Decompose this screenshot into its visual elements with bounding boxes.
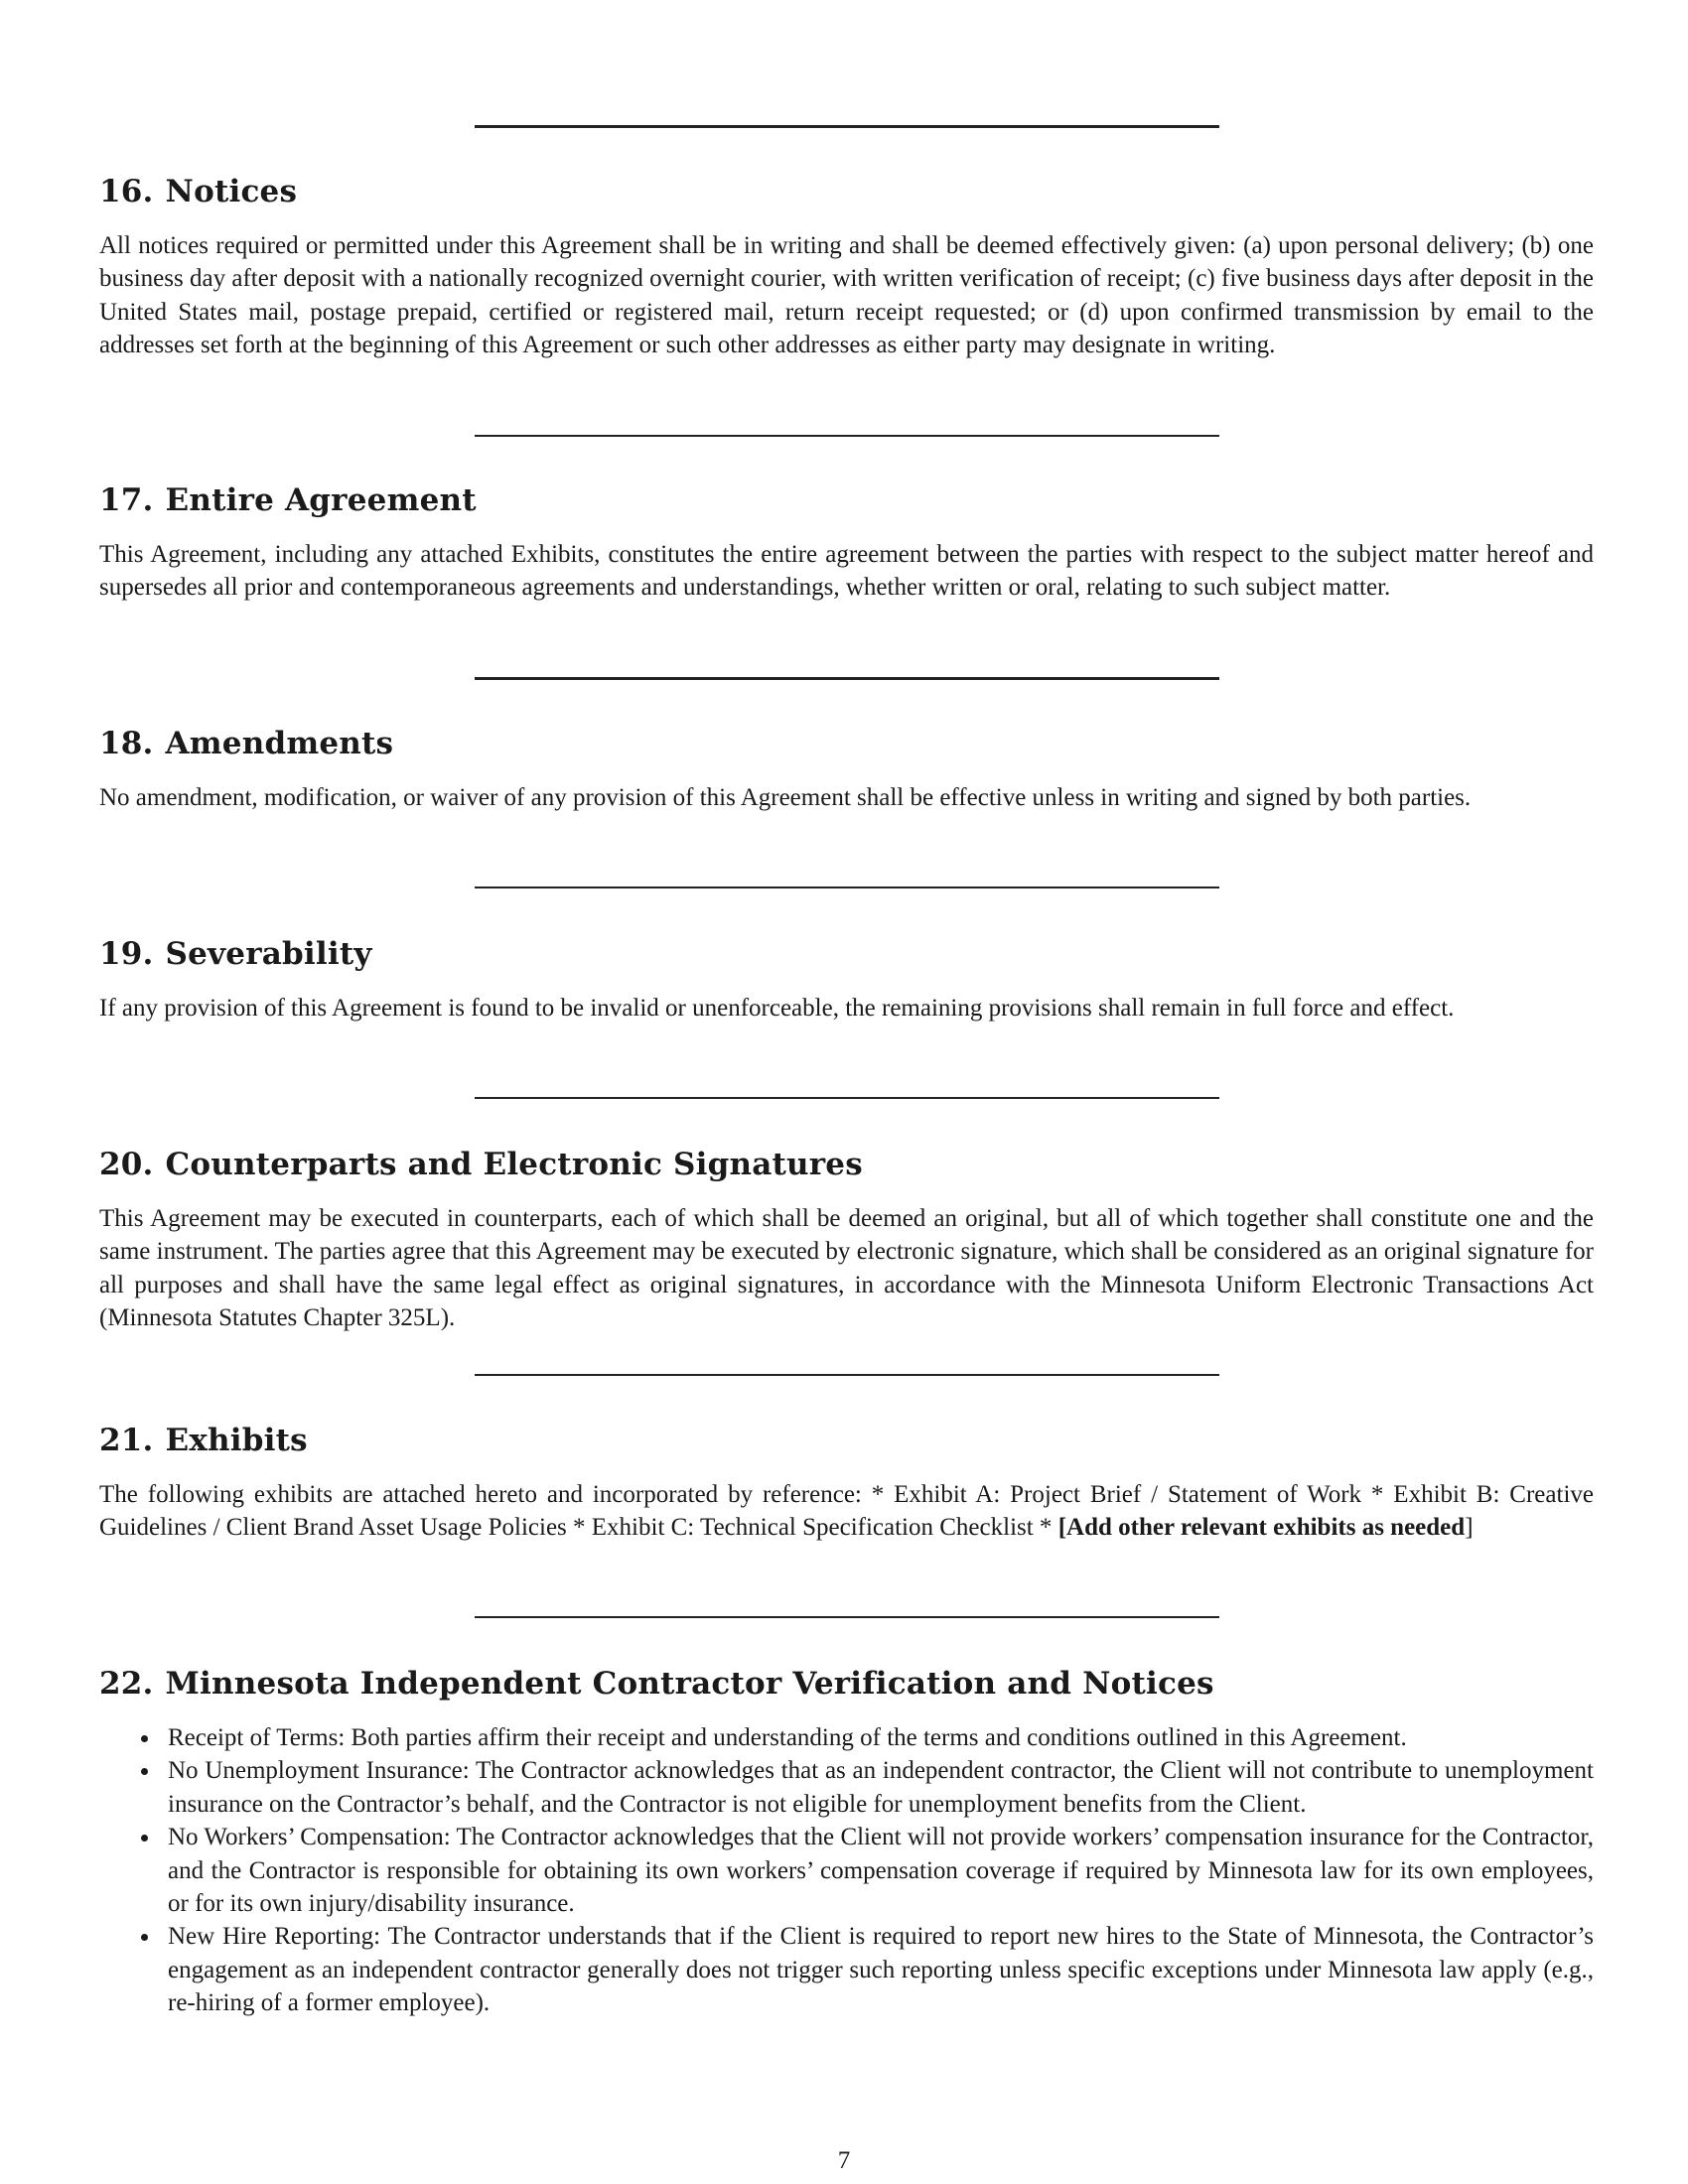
section-divider: [475, 435, 1219, 437]
list-item: [99, 1821, 1594, 1920]
section-heading-notices: [99, 174, 297, 209]
section-title: Minnesota Independent Contractor Verification and Notices: [165, 1666, 1214, 1702]
section-heading-severability: [99, 936, 372, 972]
bullet-icon: [141, 1934, 148, 1941]
bullet-icon: [141, 1768, 148, 1775]
section-body-severability: If any provision of this Agreement is found to be invalid or unenforceable, the remaining provisions shall remain in full force and effect.: [99, 995, 1455, 1022]
section-title: Amendments: [165, 726, 394, 761]
section-number: 19.: [99, 936, 154, 972]
section-title: Severability: [165, 936, 372, 972]
list-item-text: New Hire Reporting: The Contractor understands that if the Client is required to report new hires to the State of Minnesota, the Contractor’s engagement as an independent contractor generally does not trigger such reporting unless specific exceptions under Minnesota law apply (e.g., re-hiring of a former employee).: [168, 1923, 1594, 2017]
section-divider: [475, 887, 1219, 888]
section-number: 16.: [99, 174, 154, 209]
exhibits-closing-bracket: ]: [1465, 1514, 1474, 1542]
section-number: 17.: [99, 482, 154, 518]
section-heading-minnesota: [99, 1666, 1214, 1702]
page-number: 7: [837, 2147, 851, 2174]
section-number: 20.: [99, 1147, 154, 1182]
section-title: Notices: [165, 174, 298, 209]
section-body-amendments: No amendment, modification, or waiver of any provision of this Agreement shall be effective unless in writing and signed by both parties.: [99, 784, 1472, 811]
section-divider: [475, 1374, 1219, 1376]
section-heading-amendments: [99, 726, 393, 761]
section-divider: [475, 125, 1219, 128]
section-title: Entire Agreement: [165, 482, 477, 518]
section-number: 21.: [99, 1423, 154, 1458]
section-divider: [475, 1097, 1219, 1099]
section-title: Exhibits: [165, 1423, 308, 1458]
section-body-exhibits: [99, 1478, 1594, 1545]
list-item: [99, 1721, 1594, 1754]
section-divider: [475, 677, 1219, 680]
section-number: 18.: [99, 726, 154, 761]
minnesota-bullet-list: [99, 1721, 1594, 2020]
exhibits-text: The following exhibits are attached hereto and incorporated by reference: * Exhibit A: Project Brief / Statement of Work * Exhibit B: Creative Guidelines / Client Brand Asset Usage Policies * Exhibit C: Technical Specification Checklist *: [99, 1481, 1594, 1542]
section-title: Counterparts and Electronic Signatures: [165, 1147, 863, 1182]
list-item-text: No Unemployment Insurance: The Contractor acknowledges that as an independent contractor, the Client will not contribute to unemployment insurance on the Contractor’s behalf, and the Contractor is not eligible for unemployment benefits from the Client.: [168, 1757, 1594, 1818]
section-heading-entire-agreement: [99, 482, 477, 518]
list-item-text: Receipt of Terms: Both parties affirm their receipt and understanding of the terms and conditions outlined in this Agreement.: [168, 1724, 1407, 1751]
section-heading-counterparts: [99, 1147, 863, 1182]
list-item: [99, 1920, 1594, 2019]
section-body-notices: All notices required or permitted under this Agreement shall be in writing and shall be deemed effectively given: (a) upon personal delivery; (b) one business day after deposit with a nationally recognized overnight courier, with written verification of receipt; (c) five business days after deposit in the United States mail, postage prepaid, certified or registered mail, return receipt requested; or (d) upon confirmed transmission by email to the addresses set forth at the beginning of this Agreement or such other addresses as either party may designate in writing.: [99, 232, 1594, 359]
exhibits-placeholder: [Add other relevant exhibits as needed: [1057, 1514, 1466, 1542]
list-item-text: No Workers’ Compensation: The Contractor acknowledges that the Client will not provide workers’ compensation insurance for the Contractor, and the Contractor is responsible for obtaining its own workers’ compensation coverage if required by Minnesota law for its own employees, or for its own injury/disability insurance.: [168, 1824, 1594, 1918]
section-number: 22.: [99, 1666, 154, 1702]
section-divider: [475, 1616, 1219, 1618]
section-body-counterparts: This Agreement may be executed in counterparts, each of which shall be deemed an original, but all of which together shall constitute one and the same instrument. The parties agree that this Agreement may be executed by electronic signature, which shall be considered as an original signature for all purposes and shall have the same legal effect as original signatures, in accordance with the Minnesota Uniform Electronic Transactions Act (Minnesota Statutes Chapter 325L).: [99, 1205, 1594, 1332]
bullet-icon: [141, 1735, 148, 1742]
bullet-icon: [141, 1835, 148, 1842]
section-body-entire-agreement: This Agreement, including any attached Exhibits, constitutes the entire agreement between the parties with respect to the subject matter hereof and supersedes all prior and contemporaneous agreements and understandings, whether written or oral, relating to such subject matter.: [99, 541, 1594, 602]
section-heading-exhibits: [99, 1423, 308, 1458]
list-item: [99, 1754, 1594, 1821]
